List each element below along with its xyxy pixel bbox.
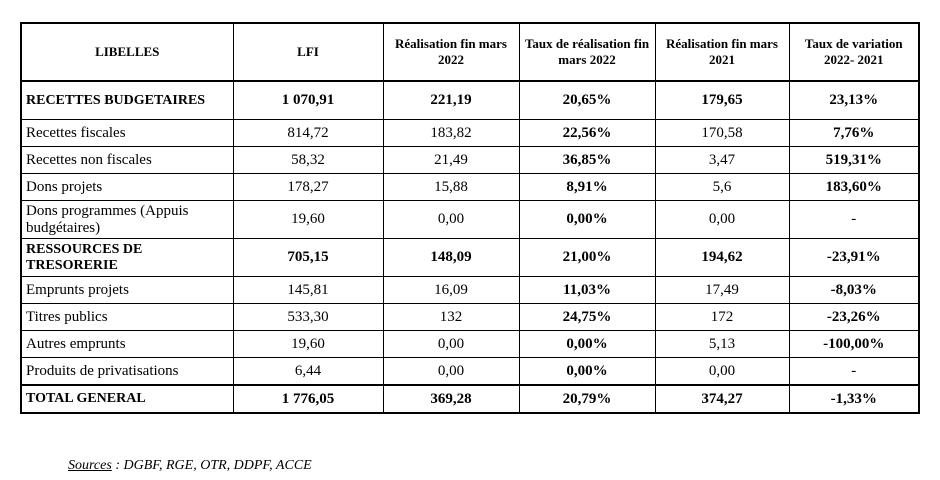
table-row xyxy=(21,331,919,358)
cell-real2021: 0,00 xyxy=(655,201,789,239)
cell-real2021: 172 xyxy=(655,304,789,331)
cell-real2021: 170,58 xyxy=(655,120,789,147)
table-row-total xyxy=(21,385,919,413)
cell-real2022: 0,00 xyxy=(383,331,519,358)
cell-real2022: 16,09 xyxy=(383,277,519,304)
cell-real2021: 5,13 xyxy=(655,331,789,358)
row-label: Dons programmes (Appuis budgétaires) xyxy=(21,201,233,239)
header-taux-realisation-2022: Taux de réalisation fin mars 2022 xyxy=(519,23,655,81)
cell-real2021: 3,47 xyxy=(655,147,789,174)
header-taux-variation: Taux de variation 2022- 2021 xyxy=(789,23,919,81)
cell-real2022: 132 xyxy=(383,304,519,331)
cell-real2021: 17,49 xyxy=(655,277,789,304)
cell-taux2022: 20,79% xyxy=(519,385,655,413)
cell-lfi: 178,27 xyxy=(233,174,383,201)
table-row xyxy=(21,81,919,120)
row-label: Titres publics xyxy=(21,304,233,331)
cell-taux2022: 36,85% xyxy=(519,147,655,174)
cell-var: -23,91% xyxy=(789,239,919,277)
cell-var: - xyxy=(789,201,919,239)
row-label: Recettes non fiscales xyxy=(21,147,233,174)
row-label: Produits de privatisations xyxy=(21,358,233,386)
cell-var: 23,13% xyxy=(789,81,919,120)
cell-taux2022: 11,03% xyxy=(519,277,655,304)
row-label: Autres emprunts xyxy=(21,331,233,358)
row-label: Recettes fiscales xyxy=(21,120,233,147)
cell-taux2022: 21,00% xyxy=(519,239,655,277)
cell-lfi: 58,32 xyxy=(233,147,383,174)
cell-taux2022: 0,00% xyxy=(519,201,655,239)
row-label: Dons projets xyxy=(21,174,233,201)
table-header-row xyxy=(21,23,919,81)
cell-var: -1,33% xyxy=(789,385,919,413)
cell-real2021: 179,65 xyxy=(655,81,789,120)
header-realisation-2021: Réalisation fin mars 2021 xyxy=(655,23,789,81)
cell-var: -100,00% xyxy=(789,331,919,358)
cell-real2022: 183,82 xyxy=(383,120,519,147)
header-realisation-2022: Réalisation fin mars 2022 xyxy=(383,23,519,81)
cell-taux2022: 0,00% xyxy=(519,331,655,358)
cell-var: - xyxy=(789,358,919,386)
cell-real2022: 0,00 xyxy=(383,358,519,386)
revenue-table xyxy=(20,22,920,414)
row-label: Emprunts projets xyxy=(21,277,233,304)
table-row xyxy=(21,239,919,277)
cell-lfi: 19,60 xyxy=(233,201,383,239)
cell-real2021: 194,62 xyxy=(655,239,789,277)
cell-taux2022: 0,00% xyxy=(519,358,655,386)
row-label: TOTAL GENERAL xyxy=(21,385,233,413)
cell-lfi: 19,60 xyxy=(233,331,383,358)
table-row xyxy=(21,174,919,201)
cell-lfi: 1 070,91 xyxy=(233,81,383,120)
cell-var: 183,60% xyxy=(789,174,919,201)
table-row xyxy=(21,120,919,147)
cell-real2022: 369,28 xyxy=(383,385,519,413)
cell-var: -23,26% xyxy=(789,304,919,331)
row-label: RESSOURCES DE TRESORERIE xyxy=(21,239,233,277)
cell-real2021: 0,00 xyxy=(655,358,789,386)
cell-real2022: 221,19 xyxy=(383,81,519,120)
cell-lfi: 6,44 xyxy=(233,358,383,386)
table-row xyxy=(21,358,919,386)
sources-text: : DGBF, RGE, OTR, DDPF, ACCE xyxy=(111,458,312,473)
cell-real2021: 374,27 xyxy=(655,385,789,413)
table-row xyxy=(21,277,919,304)
cell-var: 7,76% xyxy=(789,120,919,147)
table-row xyxy=(21,304,919,331)
cell-lfi: 1 776,05 xyxy=(233,385,383,413)
header-libelles: LIBELLES xyxy=(21,23,233,81)
table-row xyxy=(21,147,919,174)
cell-taux2022: 8,91% xyxy=(519,174,655,201)
row-label: RECETTES BUDGETAIRES xyxy=(21,81,233,120)
cell-lfi: 705,15 xyxy=(233,239,383,277)
cell-var: -8,03% xyxy=(789,277,919,304)
sources-note xyxy=(68,458,312,474)
cell-lfi: 145,81 xyxy=(233,277,383,304)
cell-real2022: 0,00 xyxy=(383,201,519,239)
cell-lfi: 533,30 xyxy=(233,304,383,331)
cell-real2022: 148,09 xyxy=(383,239,519,277)
header-lfi: LFI xyxy=(233,23,383,81)
cell-taux2022: 22,56% xyxy=(519,120,655,147)
cell-taux2022: 24,75% xyxy=(519,304,655,331)
cell-real2022: 21,49 xyxy=(383,147,519,174)
table-row xyxy=(21,201,919,239)
cell-taux2022: 20,65% xyxy=(519,81,655,120)
sources-label: Sources xyxy=(68,458,112,473)
cell-lfi: 814,72 xyxy=(233,120,383,147)
cell-real2022: 15,88 xyxy=(383,174,519,201)
revenue-table-container xyxy=(20,22,920,414)
cell-real2021: 5,6 xyxy=(655,174,789,201)
cell-var: 519,31% xyxy=(789,147,919,174)
